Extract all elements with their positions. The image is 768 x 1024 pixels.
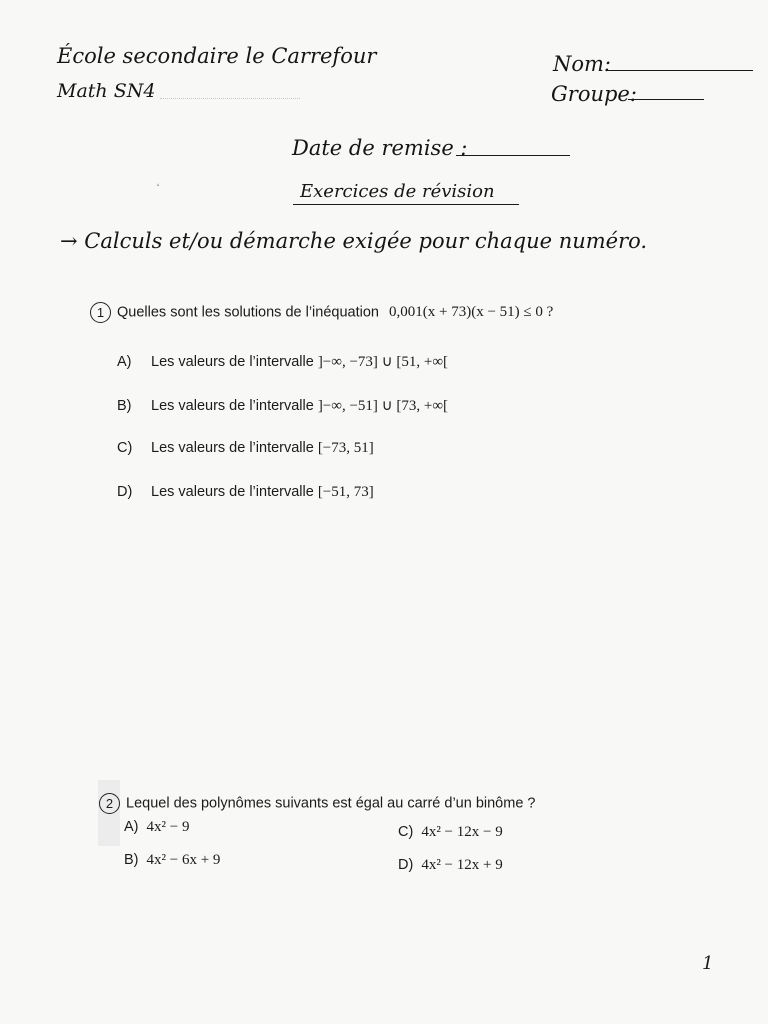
option-letter: D) — [117, 484, 133, 500]
option-text: Les valeurs de l’intervalle — [151, 354, 314, 370]
option-text: Les valeurs de l’intervalle — [151, 398, 314, 414]
option-letter: C) — [398, 824, 414, 840]
option-math: [−51, 73] — [317, 484, 374, 500]
groupe-field[interactable] — [628, 99, 704, 100]
question-1 — [90, 302, 553, 323]
question-1-number: 1 — [90, 302, 111, 323]
question-1-expression: 0,001(x + 73)(x − 51) ≤ 0 ? — [389, 304, 554, 321]
option-math: 4x² − 9 — [146, 819, 190, 835]
option-math: 4x² − 6x + 9 — [146, 852, 221, 868]
option-letter: A) — [117, 354, 132, 370]
option-math: 4x² − 12x − 9 — [421, 824, 503, 840]
q1-option-c[interactable] — [117, 440, 374, 457]
option-letter: A) — [124, 819, 139, 835]
option-math: ]−∞, −51] ∪ [73, +∞[ — [317, 398, 449, 414]
q2-option-d[interactable] — [398, 857, 503, 874]
option-letter: B) — [117, 398, 132, 414]
course-name: Math SN4 — [57, 80, 156, 102]
q2-option-c[interactable] — [398, 824, 503, 841]
due-date-label: Date de remise : — [292, 136, 468, 160]
option-text: Les valeurs de l’intervalle — [151, 484, 314, 500]
page-number: 1 — [702, 953, 714, 974]
q1-option-a[interactable] — [117, 352, 448, 371]
option-math: ]−∞, −73] ∪ [51, +∞[ — [317, 354, 449, 370]
question-2 — [99, 793, 535, 814]
q2-option-a[interactable] — [124, 819, 189, 836]
option-math: 4x² − 12x + 9 — [421, 857, 503, 873]
q1-option-b[interactable] — [117, 396, 448, 415]
school-name: École secondaire le Carrefour — [57, 44, 377, 68]
due-date-field[interactable] — [456, 155, 570, 156]
groupe-label: Groupe: — [551, 82, 637, 106]
nom-field[interactable] — [607, 70, 753, 71]
title-underline — [293, 204, 519, 205]
q1-option-d[interactable] — [117, 484, 374, 501]
question-1-text: Quelles sont les solutions de l’inéquation — [117, 304, 379, 321]
instruction-text: → Calculs et/ou démarche exigée pour chaque numéro. — [60, 229, 648, 253]
option-math: [−73, 51] — [317, 440, 374, 456]
nom-label: Nom: — [553, 52, 612, 76]
course-underline — [160, 98, 300, 99]
question-2-text: Lequel des polynômes suivants est égal au carré d’un binôme ? — [126, 795, 536, 812]
paper-speck: ʻ — [157, 183, 160, 194]
question-2-number: 2 — [99, 793, 120, 814]
option-letter: B) — [124, 852, 139, 868]
option-letter: D) — [398, 857, 414, 873]
option-letter: C) — [117, 440, 133, 456]
worksheet-title: Exercices de révision — [300, 181, 495, 202]
option-text: Les valeurs de l’intervalle — [151, 440, 314, 456]
q2-option-b[interactable] — [124, 852, 220, 869]
